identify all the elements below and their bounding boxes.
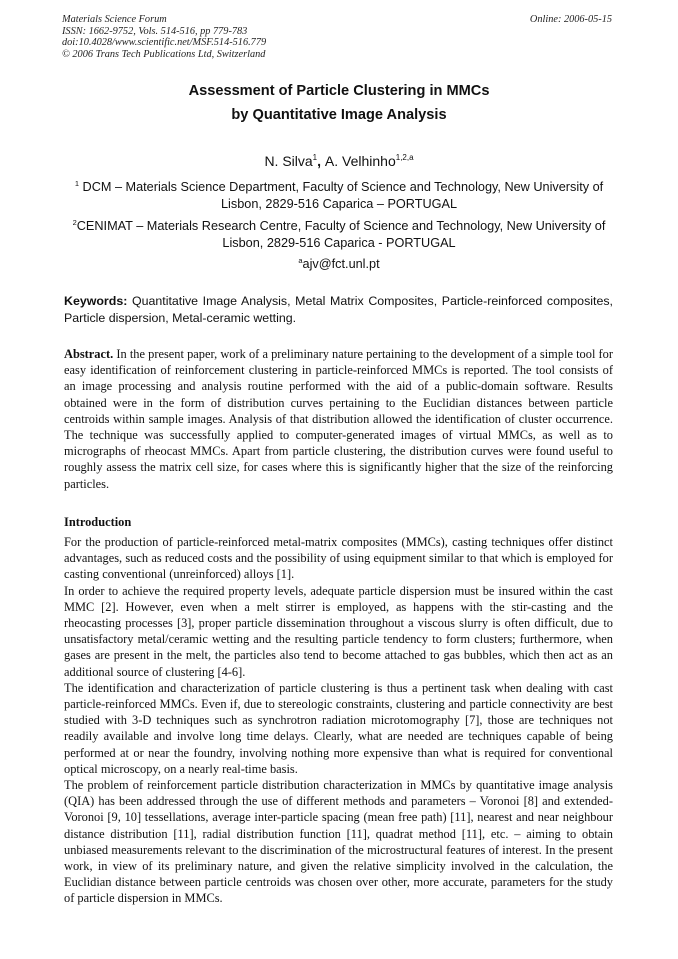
affiliation-2-marker: 2	[72, 218, 77, 227]
author-separator: ,	[317, 153, 325, 169]
email-address: ajv@fct.unl.pt	[302, 257, 380, 271]
intro-paragraph-3: The identification and characterization of particle clustering is thus a pertinent task when dealing with cast particle-reinforced MMCs. Even if, due to stereologic constraints, clustering and particle connectivity are best studied with 3-D techniques such as synchrotron radiation microtomography [7], those are techniques not readily available and involve long time delays. Clearly, what are needed are techniques capable of being performed at or near the foundry, involving nothing more expensive than what is required for conventional optical microscopy, on a nearly real-time basis.	[64, 680, 613, 776]
journal-header	[62, 14, 482, 60]
title-line-2: by Quantitative Image Analysis	[231, 107, 447, 123]
affiliation-2-text: CENIMAT – Materials Research Centre, Faculty of Science and Technology, New University of Lisbon, 2829-516 Caparica - PORTUGAL	[76, 219, 606, 250]
intro-paragraph-4: The problem of reinforcement particle distribution characterization in MMCs by quantitative image analysis (QIA) has been addressed through the use of different methods and parameters – Voronoi [8] and extended-Voronoi [9, 10] tessellations, average inter-particle spacing (mean free path) [11], nearest and near neighbour distance distribution [11], radial distribution function [11], quadrat method [11], etc. – aiming to obtain unbiased measurements relevant to the discrimination of the microstructural features of interest. In the present work, in view of its preliminary nature, and given the relative simplicity involved in the calculation, the Euclidian distance between particle centroids was chosen over other, more accurate, parameters for the study of particle dispersion in MMCs.	[64, 778, 613, 906]
affiliation-1-marker: 1	[74, 179, 79, 188]
title-line-1: Assessment of Particle Clustering in MMCs	[188, 83, 490, 99]
online-date: Online: 2006-05-15	[529, 14, 612, 25]
keywords-block	[64, 293, 613, 327]
keywords-text: Quantitative Image Analysis, Metal Matrix Composites, Particle-reinforced composites, Particle dispersion, Metal-ceramic wetting.	[64, 294, 613, 325]
author-silva: N. Silva	[264, 153, 313, 169]
affiliation-1	[72, 179, 606, 213]
introduction-heading: Introduction	[64, 515, 132, 529]
author-list	[40, 152, 638, 170]
email-marker: a	[298, 256, 303, 265]
affiliation-2	[72, 218, 606, 252]
intro-paragraph-2: In order to achieve the required property levels, adequate particle dispersion must be insured within the cast MMC [2]. However, even when a melt stirrer is employed, as happens with the stir-casting and the rheocasting processes [3], proper particle dissemination throughout a viscous slurry is often difficult, due to unsatisfactory metal/ceramic wetting and the resulting particle tendency to form clusters; furthermore, when gases are present in the melt, the particles also tend to become attached to gas bubbles, which then act as an additional source of clustering [4-6].	[64, 583, 613, 679]
author-velhinho-affil: 1,2,a	[395, 153, 414, 162]
abstract-label: Abstract.	[64, 347, 114, 361]
introduction-body	[64, 534, 613, 907]
journal-name: Materials Science Forum	[62, 14, 167, 25]
abstract-text: In the present paper, work of a preliminary nature pertaining to the development of a simple tool for easy identification of reinforcement clustering in particle-reinforced MMCs is reported. The tool consists of an image processing and analysis routine performed with the aid of a public-domain software. Results obtained were in the form of distribution curves pertaining to the Euclidian distances between particle centroids within sample images. Analysis of that distribution allowed the identification of cluster occurrence. The technique was successfully applied to computer-generated images of virtual MMCs, as well as to micrographs of rheocast MMCs. Apart from particle clustering, the distribution curves were found useful to roughly assess the matrix cell size, for cases where this is significantly higher that the size of the reinforcing particles.	[64, 347, 613, 491]
issn-line: ISSN: 1662-9752, Vols. 514-516, pp 779-783	[62, 25, 248, 37]
keywords-label: Keywords:	[64, 294, 128, 308]
copyright-line: © 2006 Trans Tech Publications Ltd, Switzerland	[62, 48, 266, 60]
author-silva-affil: 1	[312, 153, 318, 162]
affiliation-1-text: DCM – Materials Science Department, Faculty of Science and Technology, New University of Lisbon, 2829-516 Caparica – PORTUGAL	[79, 180, 604, 211]
paper-title	[40, 79, 638, 127]
doi-line: doi:10.4028/www.scientific.net/MSF.514-516.779	[62, 37, 267, 49]
corresponding-email	[72, 256, 606, 273]
author-velhinho: A. Velhinho	[324, 153, 396, 169]
intro-paragraph-1: For the production of particle-reinforced metal-matrix composites (MMCs), casting techniques offer distinct advantages, such as reduced costs and the possibility of using equipment similar to that which is employed for casting conventional (unreinforced) alloys [1].	[64, 535, 613, 582]
abstract-block	[64, 346, 613, 492]
